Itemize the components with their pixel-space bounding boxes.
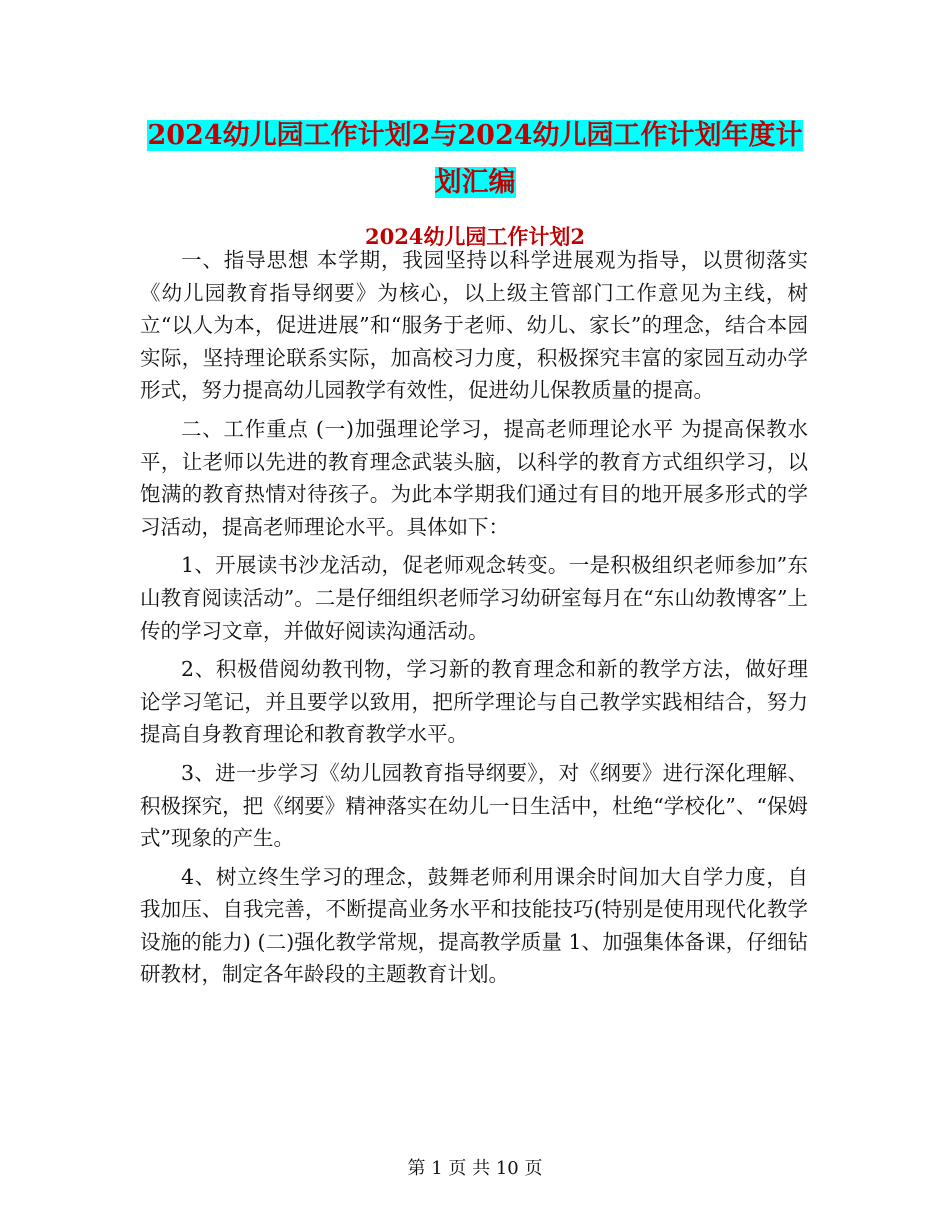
document-title: [140, 112, 810, 206]
document-title-text: 2024幼儿园工作计划2与2024幼儿园工作计划年度计划汇编: [147, 120, 803, 198]
paragraph-work-focus: 二、工作重点 (一)加强理论学习，提高老师理论水平 为提高保教水平，让老师以先进的教育理念武装头脑，以科学的教育方式组织学习，以饱满的教育热情对待孩子。为此本学期我们通过有目的地开展多形式的学习活动，提高老师理论水平。具体如下：: [140, 416, 808, 539]
paragraph-guiding-ideology: 一、指导思想 本学期，我园坚持以科学进展观为指导，以贯彻落实《幼儿园教育指导纲要》为核心，以上级主管部门工作意见为主线，树立“以人为本，促进进展”和“服务于老师、幼儿、家长”的理念，结合本园实际，坚持理论联系实际，加高校习力度，积极探究丰富的家园互动办学形式，努力提高幼儿园教学有效性，促进幼儿保教质量的提高。: [140, 248, 808, 403]
document-body: [140, 244, 808, 997]
paragraph-item-3: 3、进一步学习《幼儿园教育指导纲要》，对《纲要》进行深化理解、积极探究，把《纲要》精神落实在幼儿一日生活中，杜绝“学校化”、“保姆式”现象的产生。: [140, 760, 808, 851]
paragraph-item-2: 2、积极借阅幼教刊物，学习新的教育理念和新的教学方法，做好理论学习笔记，并且要学以致用，把所学理论与自己教学实践相结合，努力提高自身教育理论和教育教学水平。: [140, 657, 808, 747]
section-title: 2024幼儿园工作计划2: [364, 224, 586, 249]
paragraph-item-1: 1、开展读书沙龙活动，促老师观念转变。一是积极组织老师参加”东山教育阅读活动”。二是仔细组织老师学习幼研室每月在“东山幼教博客”上传的学习文章，并做好阅读沟通活动。: [140, 553, 808, 643]
paragraph-item-4: 4、树立终生学习的理念，鼓舞老师利用课余时间加大自学力度，自我加压、自我完善，不断提高业务水平和技能技巧(特别是使用现代化教学设施的能力) (二)强化教学常规，提高教学质量 1、加强集体备课，仔细钻研教材，制定各年龄段的主题教育计划。: [140, 864, 808, 987]
page-number-footer: 第 1 页 共 10 页: [407, 1158, 543, 1179]
